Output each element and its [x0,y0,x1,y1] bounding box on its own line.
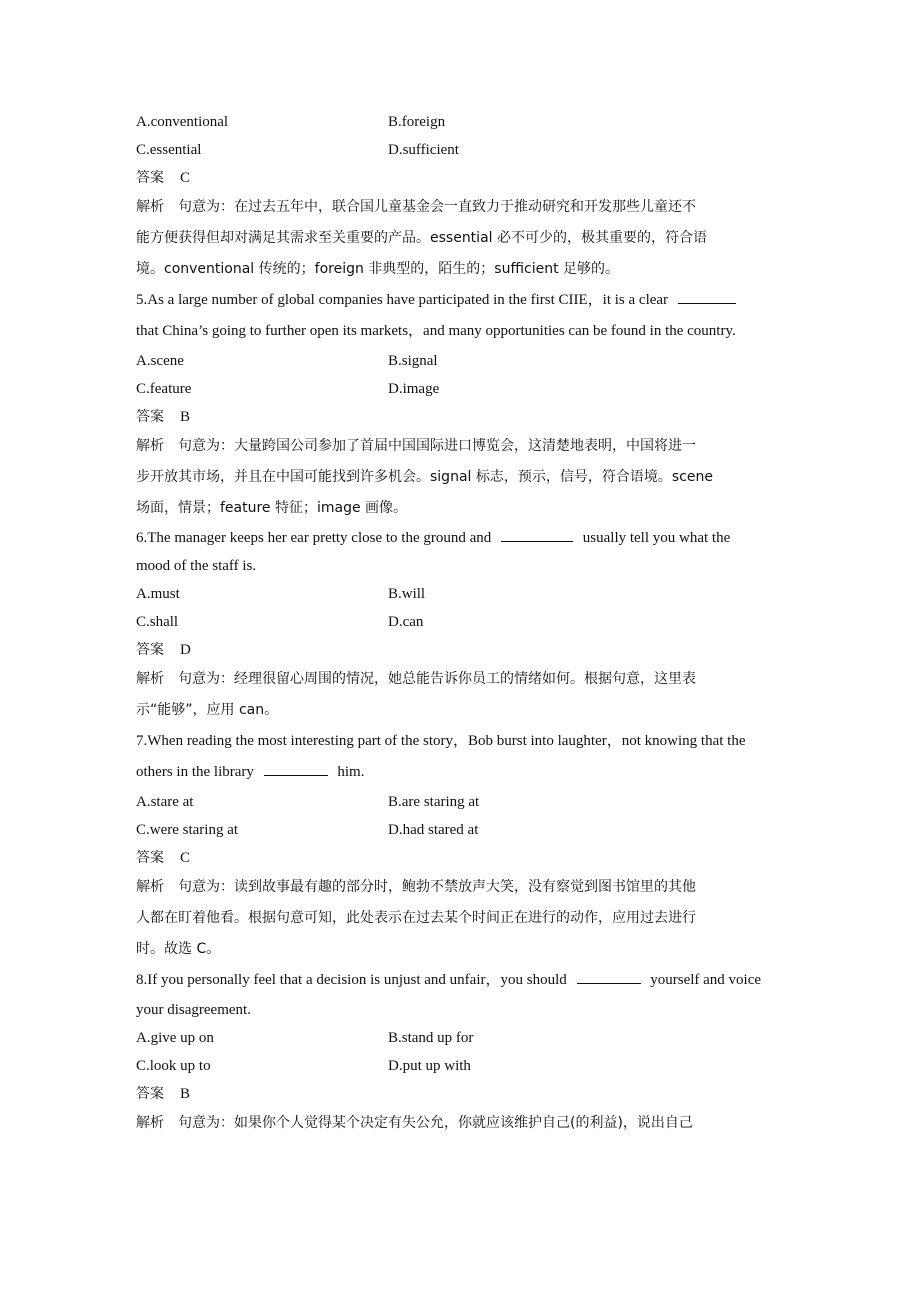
question-stem: 6.The manager keeps her ear pretty close to the ground and usually tell you what the [136,524,786,552]
option-c: C.look up to [136,1058,211,1074]
explanation-line: 解析 句意为：读到故事最有趣的部分时，鲍勃不禁放声大笑，没有察觉到图书馆里的其他 [136,879,696,895]
options-row [136,1024,786,1052]
options-row [136,788,786,816]
answer-value: B [180,409,191,425]
options-row [136,375,786,403]
option-c: C.feature [136,381,192,397]
explanation-line: 能方便获得但却对满足其需求至关重要的产品。essential 必不可少的，极其重要的，符合语 [136,230,707,246]
question-4 [136,108,786,285]
options-row [136,136,786,164]
explanation-line: 解析 句意为：大量跨国公司参加了首届中国国际进口博览会，这清楚地表明，中国将进一 [136,438,696,454]
explanation-line: 解析 句意为：经理很留心周围的情况，她总能告诉你员工的情绪如何。根据句意，这里表 [136,671,696,687]
answer-blank [264,761,328,776]
explanation-label: 解析 [136,671,164,687]
answer-value: C [180,850,191,866]
option-b: B.are staring at [388,794,480,810]
question-6 [136,524,786,726]
option-d: D.can [388,614,424,630]
answer-label: 答案 [136,170,164,186]
option-a: A.stare at [136,794,194,810]
explanation-label: 解析 [136,199,164,215]
answer-label: 答案 [136,850,164,866]
question-stem: your disagreement. [136,1002,251,1018]
options-row [136,108,786,136]
question-stem: 5.As a large number of global companies have participated in the first CIIE，it is a clear [136,285,786,316]
explanation-line: 步开放其市场，并且在中国可能找到许多机会。signal 标志，预示，信号，符合语境。scene [136,469,713,485]
question-stem: others in the library him. [136,757,786,788]
option-a: A.scene [136,353,184,369]
option-d: D.had stared at [388,822,479,838]
explanation-line: 解析 句意为：如果你个人觉得某个决定有失公允，你就应该维护自己(的利益)，说出自己 [136,1115,693,1131]
option-d: D.put up with [388,1058,471,1074]
answer-label: 答案 [136,409,164,425]
explanation-label: 解析 [136,438,164,454]
question-stem: that China’s going to further open its markets，and many opportunities can be found in the country. [136,323,736,339]
explanation-line: 场面，情景；feature 特征；image 画像。 [136,500,408,516]
option-d: D.image [388,381,440,397]
options-row [136,1052,786,1080]
explanation-line: 示“能够”，应用 can。 [136,702,279,718]
options-row [136,347,786,375]
answer-row [136,403,786,431]
explanation-line: 人都在盯着他看。根据句意可知，此处表示在过去某个时间正在进行的动作，应用过去进行 [136,910,696,926]
option-c: C.were staring at [136,822,239,838]
explanation-label: 解析 [136,879,164,895]
question-8 [136,965,786,1139]
answer-value: D [180,642,191,658]
answer-label: 答案 [136,642,164,658]
option-b: B.signal [388,353,438,369]
answer-row [136,1080,786,1108]
question-7 [136,726,786,965]
option-c: C.essential [136,142,202,158]
option-d: D.sufficient [388,142,459,158]
exam-page [136,108,786,1139]
options-row [136,816,786,844]
option-a: A.conventional [136,114,229,130]
options-row [136,608,786,636]
answer-label: 答案 [136,1086,164,1102]
answer-blank [501,527,573,542]
option-a: A.must [136,586,180,602]
question-5 [136,285,786,524]
answer-blank [678,289,736,304]
options-row [136,580,786,608]
explanation-label: 解析 [136,1115,164,1131]
answer-value: B [180,1086,191,1102]
answer-row [136,844,786,872]
option-c: C.shall [136,614,179,630]
option-b: B.will [388,586,426,602]
question-stem: 7.When reading the most interesting part of the story，Bob burst into laughter，not knowing that the [136,733,746,749]
explanation-line: 解析 句意为：在过去五年中，联合国儿童基金会一直致力于推动研究和开发那些儿童还不 [136,199,696,215]
explanation-line: 时。故选 C。 [136,941,221,957]
option-a: A.give up on [136,1030,214,1046]
answer-row [136,164,786,192]
option-b: B.stand up for [388,1030,474,1046]
answer-row [136,636,786,664]
answer-value: C [180,170,191,186]
question-stem: mood of the staff is. [136,558,257,574]
question-stem: 8.If you personally feel that a decision is unjust and unfair，you should yourself and voice [136,965,786,996]
option-b: B.foreign [388,114,446,130]
explanation-line: 境。conventional 传统的；foreign 非典型的，陌生的；sufficient 足够的。 [136,261,620,277]
answer-blank [577,969,641,984]
